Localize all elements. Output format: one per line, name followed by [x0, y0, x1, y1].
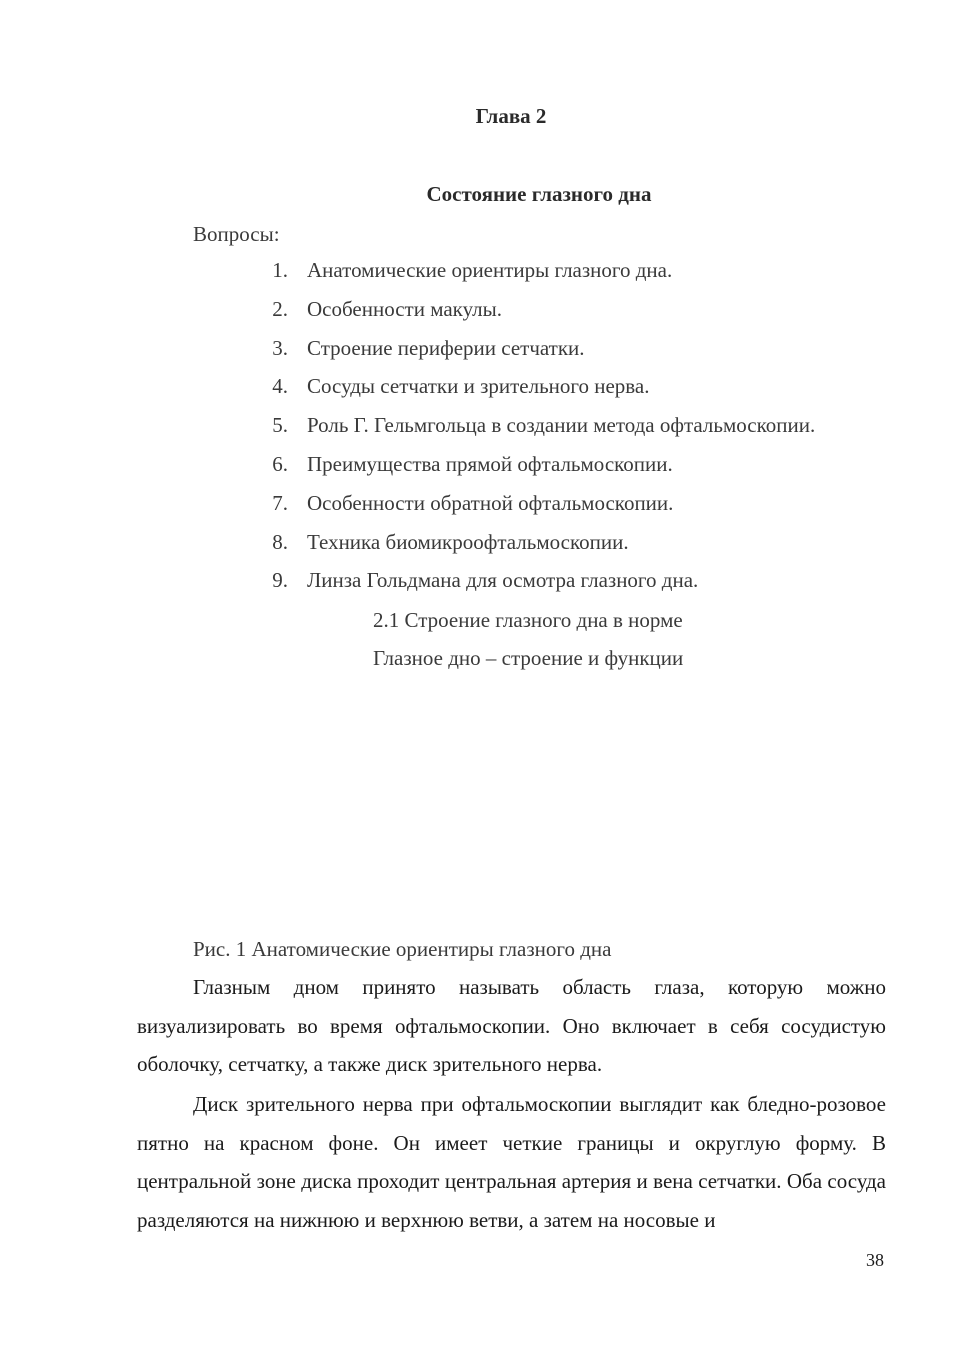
list-item-text: Роль Г. Гельмгольца в создании метода офтальмоскопии.	[307, 413, 816, 438]
list-item-text: Особенности макулы.	[307, 296, 502, 321]
questions-label: Вопросы:	[193, 222, 280, 246]
list-item-text: Сосуды сетчатки и зрительного нерва.	[307, 374, 650, 399]
list-item-text: Преимущества прямой офтальмоскопии.	[307, 451, 673, 476]
figure-caption: Рис. 1 Анатомические ориентиры глазного дна	[193, 937, 612, 961]
list-item-text: Особенности обратной офтальмоскопии.	[307, 490, 674, 515]
list-item-number: 8.	[272, 529, 288, 554]
list-item-number: 4.	[272, 374, 288, 399]
subsection-heading: 2.1 Строение глазного дна в норме	[373, 608, 683, 632]
list-item-text: Строение периферии сетчатки.	[307, 335, 585, 360]
list-item-text: Анатомические ориентиры глазного дна.	[307, 258, 673, 282]
list-item-number: 1.	[272, 258, 288, 282]
list-item-number: 9.	[272, 568, 288, 593]
body-paragraph: Глазным дном принято называть область глаза, которую можно визуализировать во время офтальмоскопии. Оно включает в себя сосудистую оболочку, сетчатку, а также диск зрительного нерва.	[137, 975, 886, 1077]
list-item-number: 7.	[272, 490, 288, 515]
list-item-text: Техника биомикроофтальмоскопии.	[307, 529, 629, 554]
list-item-number: 2.	[272, 296, 288, 321]
figure-placeholder	[137, 690, 887, 920]
list-item-text: Линза Гольдмана для осмотра глазного дна.	[307, 568, 699, 593]
section-title: Состояние глазного дна	[426, 182, 652, 206]
page-number: 38	[866, 1250, 884, 1270]
body-paragraph: Диск зрительного нерва при офтальмоскопии выглядит как бледно-розовое пятно на красном фоне. Он имеет четкие границы и округлую форму. В центральной зоне диска проходит центральная артерия и вена сетчатки. Оба сосуда разделяются на нижнюю и верхнюю ветви, а затем на носовые и	[137, 1092, 886, 1233]
list-item-number: 5.	[272, 413, 288, 438]
chapter-heading: Глава 2	[475, 104, 547, 128]
list-item-number: 3.	[272, 335, 288, 360]
subsection-subtitle: Глазное дно – строение и функции	[373, 646, 684, 670]
list-item-number: 6.	[272, 451, 288, 476]
